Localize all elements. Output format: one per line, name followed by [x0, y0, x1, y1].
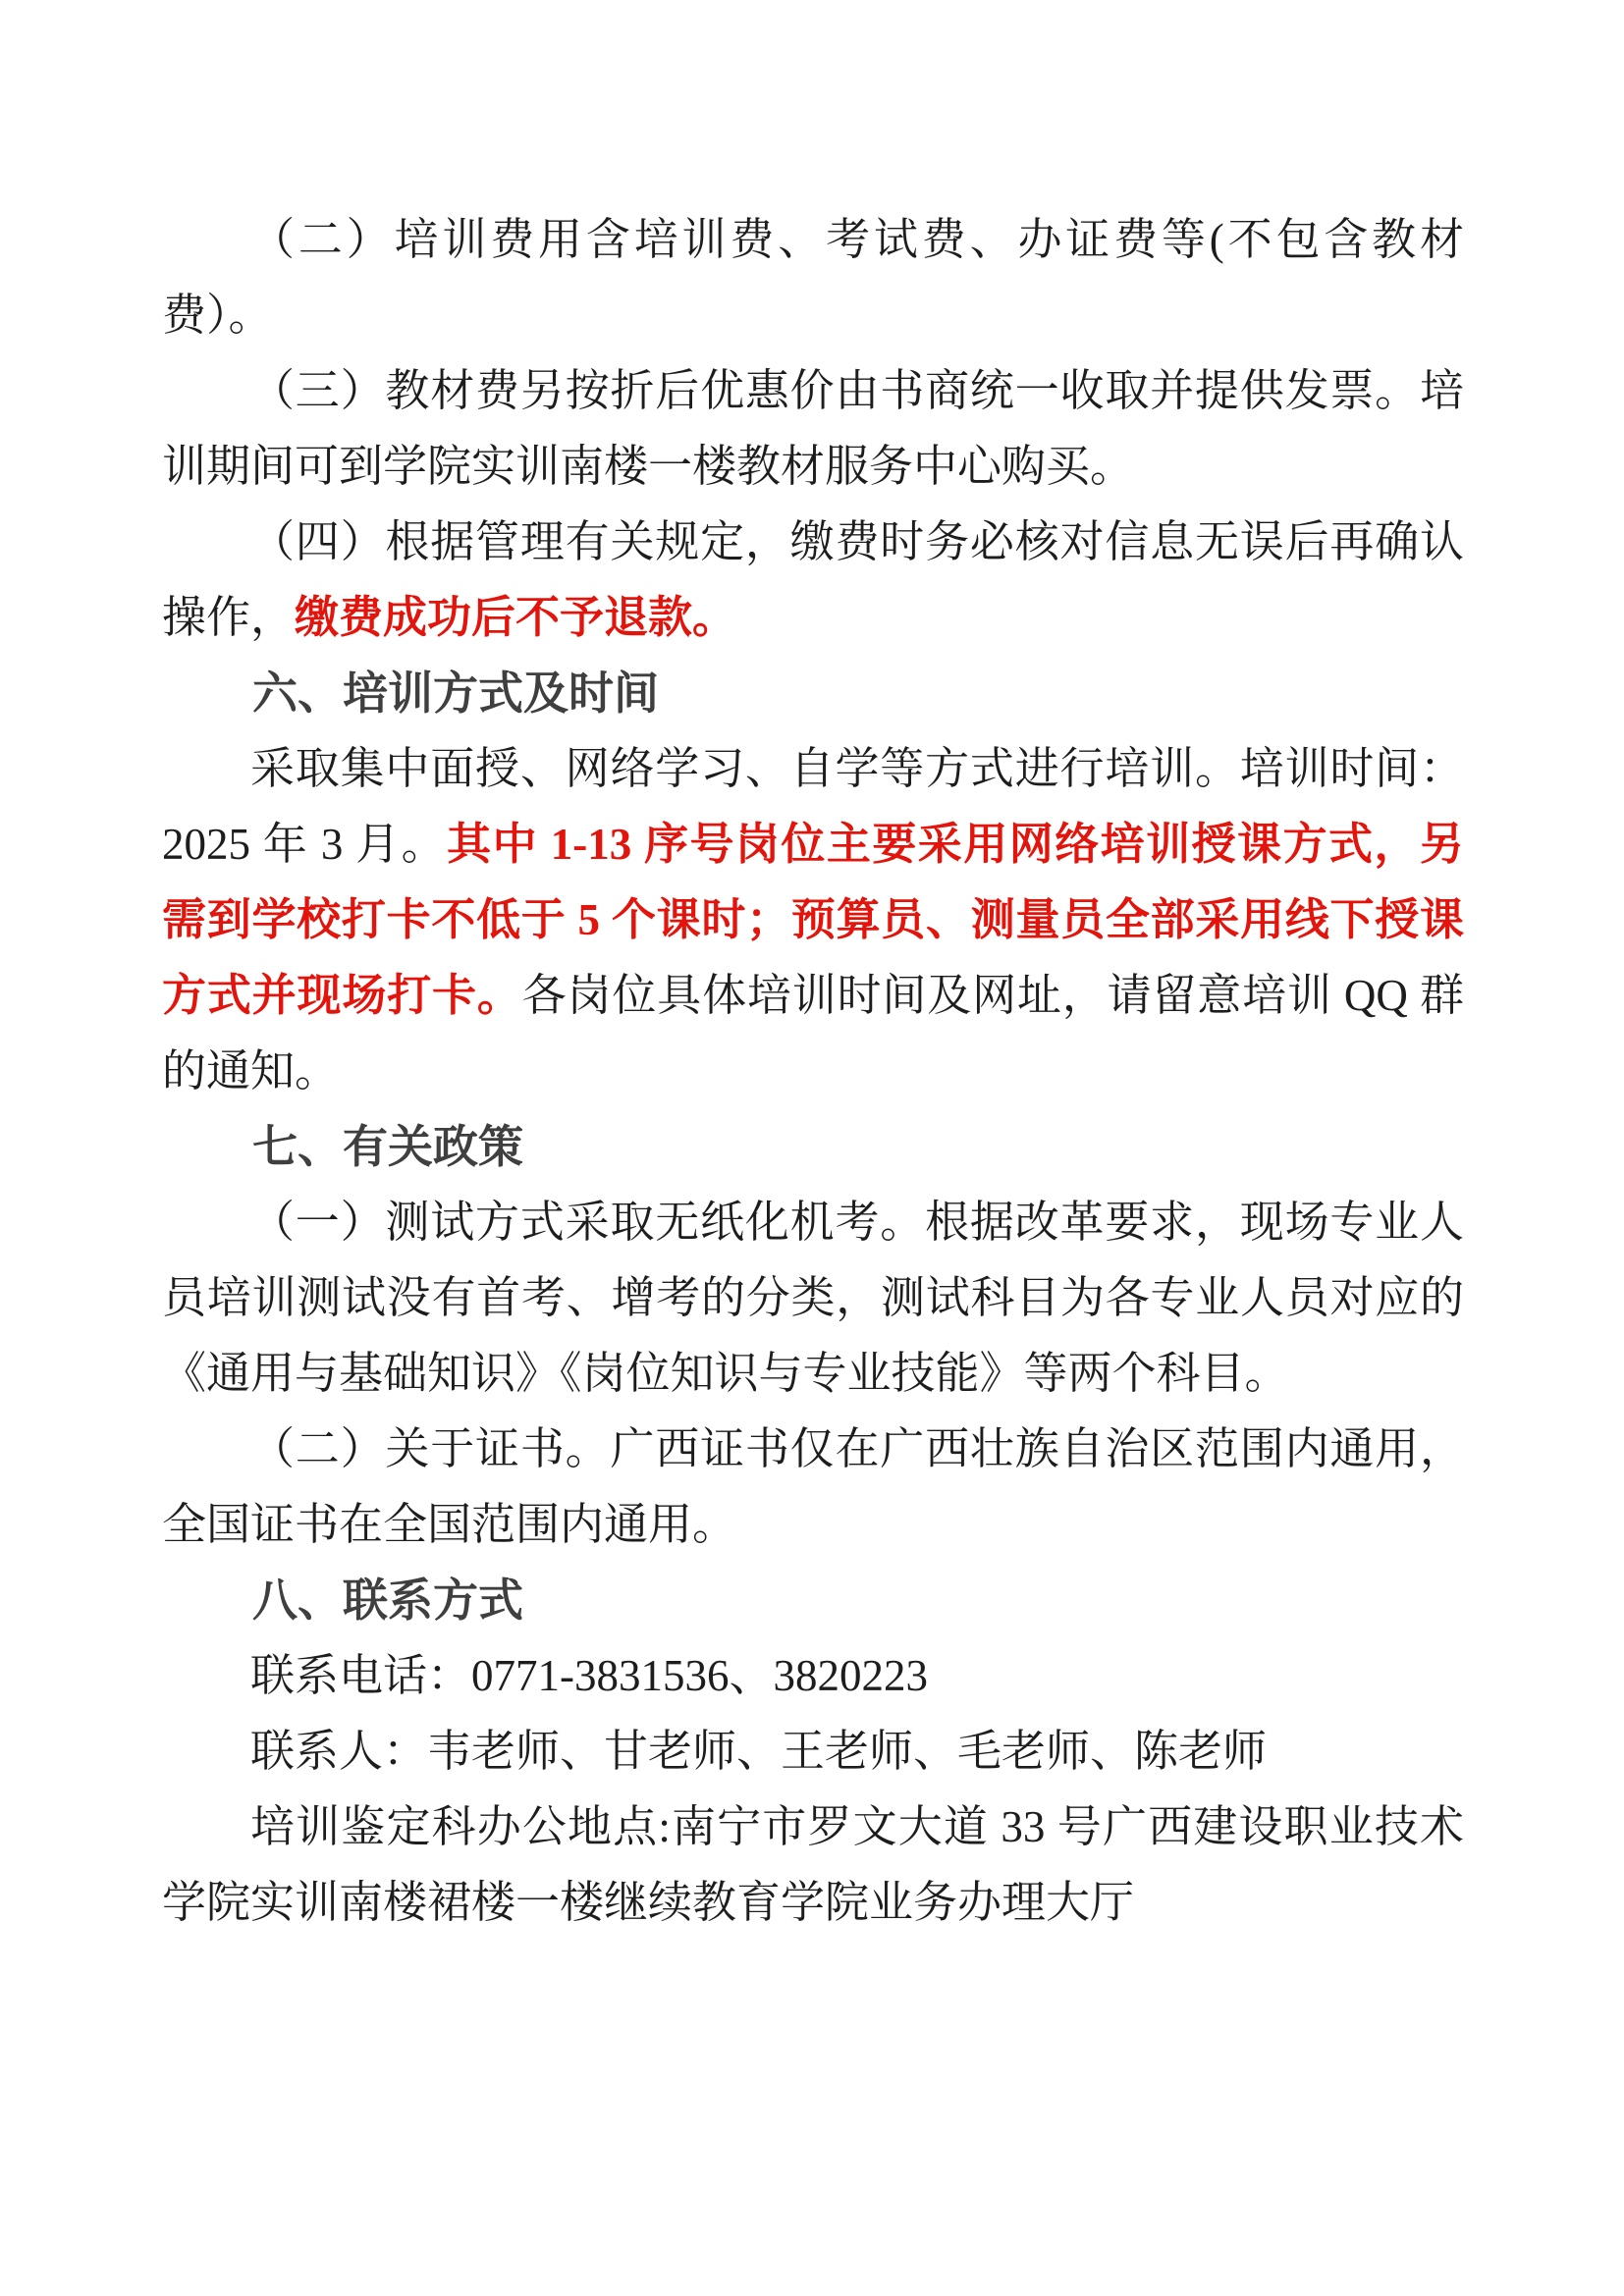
- no-refund-warning-text: 缴费成功后不予退款。: [295, 593, 737, 642]
- paragraph-policy-item-2: [162, 1412, 1464, 1563]
- contact-phone-text: 联系电话：0771-3831536、3820223: [250, 1651, 928, 1700]
- fee-item-4-text: （四）根据管理有关规定，缴费时务必核对信息无误后再确认操作，: [162, 517, 1464, 642]
- training-method-text-tail: 各岗位具体培训时间及网址，请留意培训 QQ 群的通知。: [162, 971, 1464, 1095]
- paragraph-policy-item-1: [162, 1185, 1464, 1412]
- training-method-red-emphasis-text: 其中 1-13 序号岗位主要采用网络培训授课方式，另需到学校打卡不低于 5 个课时；预算员、测量员全部采用线下授课方式并现场打卡。: [162, 820, 1464, 1020]
- paragraph-contact-phone: [162, 1638, 1464, 1714]
- paragraph-training-method: [162, 731, 1464, 1109]
- contact-persons-text: 联系人：韦老师、甘老师、王老师、毛老师、陈老师: [250, 1727, 1268, 1776]
- training-method-text-lead: 采取集中面授、网络学习、自学等方式进行培训。培训时间：2025 年 3 月。: [162, 744, 1464, 869]
- paragraph-office-address: [162, 1789, 1464, 1941]
- section-heading-seven-text: 七、有关政策: [252, 1121, 523, 1172]
- paragraph-fee-item-4: [162, 505, 1464, 656]
- fee-item-3-text: （三）教材费另按折后优惠价由书商统一收取并提供发票。培训期间可到学院实训南楼一楼教材服务中心购买。: [162, 366, 1464, 491]
- section-heading-six-training-method: [162, 656, 1464, 731]
- section-heading-seven-policies: [162, 1109, 1464, 1185]
- policy-item-1-text: （一）测试方式采取无纸化机考。根据改革要求，现场专业人员培训测试没有首考、增考的分类，测试科目为各专业人员对应的《通用与基础知识》《岗位知识与专业技能》等两个科目。: [162, 1198, 1464, 1398]
- section-heading-eight-text: 八、联系方式: [252, 1575, 523, 1626]
- document-body: [162, 202, 1464, 1941]
- fee-item-2-text: （二）培训费用含培训费、考试费、办证费等(不包含教材费）。: [162, 215, 1464, 340]
- policy-item-2-text: （二）关于证书。广西证书仅在广西壮族自治区范围内通用，全国证书在全国范围内通用。: [162, 1424, 1464, 1549]
- section-heading-six-text: 六、培训方式及时间: [252, 667, 659, 719]
- paragraph-fee-item-2: [162, 202, 1464, 353]
- paragraph-contact-persons: [162, 1714, 1464, 1789]
- office-address-text: 培训鉴定科办公地点:南宁市罗文大道 33 号广西建设职业技术学院实训南楼裙楼一楼继续教育学院业务办理大厅: [162, 1802, 1464, 1927]
- section-heading-eight-contact: [162, 1563, 1464, 1638]
- paragraph-fee-item-3: [162, 353, 1464, 505]
